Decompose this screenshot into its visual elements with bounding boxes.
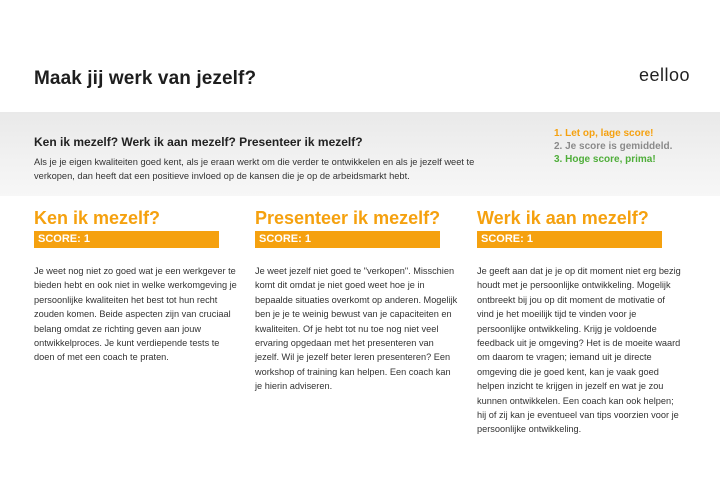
column-heading: Ken ik mezelf? (34, 208, 161, 228)
legend-item-low: 1. Let op, lage score! (554, 128, 654, 139)
legend-item-high: 3. Hoge score, prima! (554, 154, 656, 165)
column-text: Je weet nog niet zo goed wat je een werkgever te bieden hebt en ook niet in welke werkomgeving je persoonlijke kwaliteiten het best tot hun recht zouden komen. Beide aspecten zijn van cruciaal belang omdat ze richting geven aan jouw ontwikkelproces. Je kunt verdiepende tests te doen of met een coach te praten. (34, 266, 237, 363)
score-legend (554, 127, 672, 166)
score-badge: SCORE: 1 (34, 231, 219, 248)
score-badge: SCORE: 1 (255, 231, 440, 248)
column-presenteer-ik-mezelf (255, 207, 460, 394)
column-heading: Werk ik aan mezelf? (477, 208, 649, 228)
column-werk-ik-aan-mezelf (477, 207, 682, 437)
intro-title: Ken ik mezelf? Werk ik aan mezelf? Presenteer ik mezelf? (34, 135, 363, 149)
score-badge: SCORE: 1 (477, 231, 662, 248)
intro-text: Als je je eigen kwaliteiten goed kent, als je eraan werkt om die verder te ontwikkelen en als je jezelf weet te verkopen, dan heeft dat een positieve invloed op de kansen die je op de arbeidsmarkt hebt. (34, 157, 475, 181)
column-ken-ik-mezelf (34, 207, 239, 365)
page-title: Maak jij werk van jezelf? (34, 68, 257, 89)
column-heading: Presenteer ik mezelf? (255, 208, 441, 228)
legend-item-average: 2. Je score is gemiddeld. (554, 141, 673, 152)
column-text: Je weet jezelf niet goed te "verkopen". Misschien komt dit omdat je niet goed weet hoe je in bepaalde situaties overkomt op anderen. Mogelijk ben je je te weinig bewust van je capaciteiten en kwaliteiten. Of je hebt tot nu toe nog niet veel ervaring opgedaan met het presenteren van jezelf. Wil je jezelf beter leren presenteren? Een workshop of training kan helpen. Een coach kan je hierin adviseren. (255, 266, 458, 392)
column-text: Je geeft aan dat je je op dit moment niet erg bezig houdt met je persoonlijke ontwikkeling. Mogelijk ontbreekt bij jou op dit moment de motivatie of vind je het moeilijk tijd te vinden voor je persoonlijke ontwikkeling. Krijg je voldoende feedback uit je omgeving? Het is de moeite waard om daarom te vragen; iemand uit je directe omgeving die je goed kent, kan je vaak goed helpen inzicht te krijgen in jezelf en wat je zou kunnen ontwikkelen. Een coach kan ook helpen; hij of zij kan je eventueel van tips voorzien voor je persoonlijke ontwikkeling. (477, 266, 681, 435)
page-header (0, 0, 720, 112)
eelloo-logo[interactable]: eelloo (638, 65, 690, 85)
